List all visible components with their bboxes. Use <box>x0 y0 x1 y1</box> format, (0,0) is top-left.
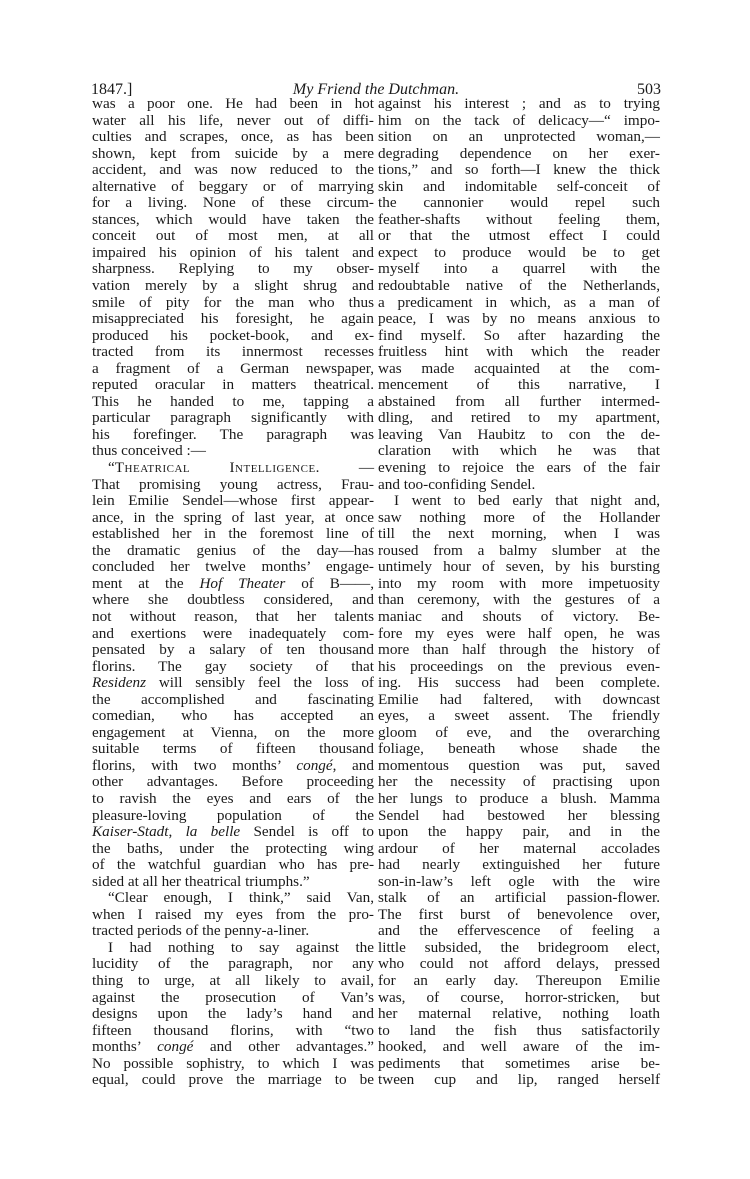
text-line: impaired his opinion of his talent and <box>92 243 374 261</box>
text-line: thing to urge, at all likely to avail, <box>92 971 374 989</box>
text-line: eyes, a sweet assent. The friendly <box>378 707 660 725</box>
text-line: ardour of her maternal accolades <box>378 839 660 857</box>
text-line: engagement at Vienna, on the more <box>92 723 374 741</box>
text-line: roused from a balmy slumber at the <box>378 541 660 559</box>
text-line: was made acquainted at the com- <box>378 359 660 377</box>
text-line: and too-confiding Sendel. <box>378 475 536 493</box>
text-line: tracted from its innermost recesses <box>92 343 374 361</box>
text-line: That promising young actress, Frau- <box>92 475 374 493</box>
text-line: fifteen thousand florins, with “two <box>92 1021 374 1039</box>
text-line: accident, and was now reduced to the <box>92 161 374 179</box>
text-line: This he handed to me, tapping a <box>92 392 374 410</box>
text-line: The first burst of benevolence over, <box>378 905 660 923</box>
text-line: vation merely by a slight shrug and <box>92 277 374 295</box>
text-line: sided at all her theatrical triumphs.” <box>92 872 310 890</box>
right-text-column <box>378 96 660 1089</box>
text-line: designs upon the lady’s hand and <box>92 1005 374 1023</box>
text-line: find myself. So after hazarding the <box>378 326 660 344</box>
text-line: florins, with two months’ congé, and <box>92 756 374 774</box>
text-line: for an early day. Thereupon Emilie <box>378 971 660 989</box>
text-line: evening to rejoice the ears of the fair <box>378 459 660 477</box>
text-line: little subsided, the bridegroom elect, <box>378 938 660 956</box>
text-line: not without reason, that her talents <box>92 607 374 625</box>
text-line: months’ congé and other advantages.” <box>92 1038 374 1056</box>
text-line: Residenz will sensibly feel the loss of <box>92 674 374 692</box>
text-line: ance, in the spring of last year, at once <box>92 508 374 526</box>
text-line: abstained from all further intermed- <box>378 392 660 410</box>
text-line: alternative of beggary or of marrying <box>92 177 374 195</box>
text-line: thus conceived :— <box>92 442 206 460</box>
text-line: foliage, beneath whose shade the <box>378 740 660 758</box>
text-line: other advantages. Before proceeding <box>92 773 374 791</box>
text-line: smile of pity for the man who thus <box>92 293 374 311</box>
text-line: her lungs to produce a blush. Mamma <box>378 789 660 807</box>
text-line: florins. The gay society of that <box>92 657 374 675</box>
running-head-title: My Friend the Dutchman. <box>292 81 460 98</box>
text-line: and the effervescence of feeling a <box>378 922 660 940</box>
text-line: sharpness. Replying to my obser- <box>92 260 374 278</box>
text-line: peace, I was by no means anxious to <box>378 310 660 328</box>
text-line: against his interest ; and as to trying <box>378 95 660 112</box>
text-line: saw nothing more of the Hollander <box>378 508 660 526</box>
text-line: had nearly extinguished her future <box>378 856 660 874</box>
text-line: feather-shafts without feeling them, <box>378 210 660 228</box>
text-line: tracted periods of the penny-a-liner. <box>92 922 310 940</box>
text-line: conceit out of most men, at all <box>92 227 374 245</box>
text-line: maniac and shouts of victory. Be- <box>378 607 660 625</box>
text-line: upon the happy pair, and in the <box>378 823 660 841</box>
text-line: fruitless hint with which the reader <box>378 343 660 361</box>
text-line: lein Emilie Sendel—whose first appear- <box>92 492 374 510</box>
page-number: 503 <box>637 81 661 98</box>
text-line: ing. His success had been complete. <box>378 674 660 692</box>
text-line: I had nothing to say against the <box>108 938 374 956</box>
text-line: tions,” and so forth—I knew the thick <box>378 161 660 179</box>
text-line: a fragment of a German newspaper, <box>92 359 374 377</box>
text-line: established her in the foremost line of <box>92 525 374 543</box>
text-line: for a living. None of these circum- <box>92 194 374 212</box>
text-line: fore my eyes were half open, he was <box>378 624 660 642</box>
text-line: the accomplished and fascinating <box>92 690 374 708</box>
text-line: reputed oracular in matters theatrical. <box>92 376 374 394</box>
text-line: was a poor one. He had been in hot <box>92 95 374 112</box>
text-line: her maternal relative, nothing loath <box>378 1005 660 1023</box>
left-text-column <box>92 96 374 1089</box>
text-line: pleasure-loving population of the <box>92 806 374 824</box>
text-line: degrading dependence on her exer- <box>378 144 660 162</box>
text-line: misappreciated his foresight, he again <box>92 310 374 328</box>
text-line: redoubtable native of the Netherlands, <box>378 277 660 295</box>
text-line: Sendel had bestowed her blessing <box>378 806 660 824</box>
text-line: of the watchful guardian who has pre- <box>92 856 374 874</box>
text-line: equal, could prove the marriage to be <box>92 1071 374 1089</box>
text-line: was, of course, horror-stricken, but <box>378 988 660 1006</box>
text-line: water all his life, never out of diffi- <box>92 111 374 129</box>
text-line: hooked, and well aware of the im- <box>378 1038 660 1056</box>
text-line: than ceremony, with the gestures of a <box>378 591 660 609</box>
text-line: culties and scrapes, once, as has been <box>92 128 374 146</box>
text-line: I went to bed early that night and, <box>394 492 660 510</box>
text-line: stances, which would have taken the <box>92 210 374 228</box>
text-line: against the prosecution of Van’s <box>92 988 374 1006</box>
text-line: a predicament in which, as a man of <box>378 293 660 311</box>
text-line: the baths, under the protecting wing <box>92 839 374 857</box>
text-line: No possible sophistry, to which I was <box>92 1054 374 1072</box>
text-line: leaving Van Haubitz to con the de- <box>378 425 660 443</box>
running-head-year: 1847.] <box>91 81 133 98</box>
text-line: the dramatic genius of the day—has <box>92 541 374 559</box>
text-line: sition on an unprotected woman,— <box>378 128 660 146</box>
text-line: his forefinger. The paragraph was <box>92 425 374 443</box>
text-line: particular paragraph significantly with <box>92 409 374 427</box>
text-line: till the next morning, when I was <box>378 525 660 543</box>
text-line: “Clear enough, I think,” said Van, <box>108 889 374 907</box>
text-line: more than half through the history of <box>378 641 660 659</box>
text-line: stalk of an artificial passion-flower. <box>378 889 660 907</box>
text-line: tween cup and lip, ranged herself <box>378 1071 660 1089</box>
text-line: concluded her twelve months’ engage- <box>92 558 374 576</box>
text-line: dling, and retired to my apartment, <box>378 409 660 427</box>
text-line: where she doubtless considered, and <box>92 591 374 609</box>
text-line: lucidity of the paragraph, nor any <box>92 955 374 973</box>
text-line: suitable terms of fifteen thousand <box>92 740 374 758</box>
text-line: produced his pocket-book, and ex- <box>92 326 374 344</box>
text-line: and exertions were inadequately com- <box>92 624 374 642</box>
text-line: gloom of eve, and the overarching <box>378 723 660 741</box>
text-line: him on the tack of delicacy—“ impo- <box>378 111 660 129</box>
text-line: who could not afford delays, pressed <box>378 955 660 973</box>
text-line: mencement of this narrative, I <box>378 376 660 394</box>
text-line: his proceedings on the previous even- <box>378 657 660 675</box>
text-line: comedian, who has accepted an <box>92 707 374 725</box>
text-line: myself into a quarrel with the <box>378 260 660 278</box>
text-line: ment at the Hof Theater of B——, <box>92 574 375 592</box>
text-line: to ravish the eyes and ears of the <box>92 789 374 807</box>
text-line: pediments that sometimes arise be- <box>378 1054 660 1072</box>
text-line: Kaiser-Stadt, la belle Sendel is off to <box>92 823 374 841</box>
text-line: “Theatrical Intelligence. — <box>108 459 375 477</box>
text-line: son-in-law’s left ogle with the wire <box>378 872 660 890</box>
text-line: claration with which he was that <box>378 442 660 460</box>
text-line: shown, kept from suicide by a mere <box>92 144 374 162</box>
text-line: Emilie had faltered, with downcast <box>378 690 660 708</box>
text-line: into my room with more impetuosity <box>378 574 660 592</box>
text-line: or that the utmost effect I could <box>378 227 660 245</box>
text-line: her the necessity of practising upon <box>378 773 660 791</box>
text-line: the cannonier would repel such <box>378 194 660 212</box>
text-line: when I raised my eyes from the pro- <box>92 905 374 923</box>
text-line: momentous question was put, saved <box>378 756 660 774</box>
text-line: to land the fish thus satisfactorily <box>378 1021 660 1039</box>
text-line: skin and indomitable self-conceit of <box>378 177 660 195</box>
text-line: untimely hour of seven, by his bursting <box>378 558 660 576</box>
text-line: pensated by a salary of ten thousand <box>92 641 374 659</box>
text-line: expect to produce would be to get <box>378 243 660 261</box>
